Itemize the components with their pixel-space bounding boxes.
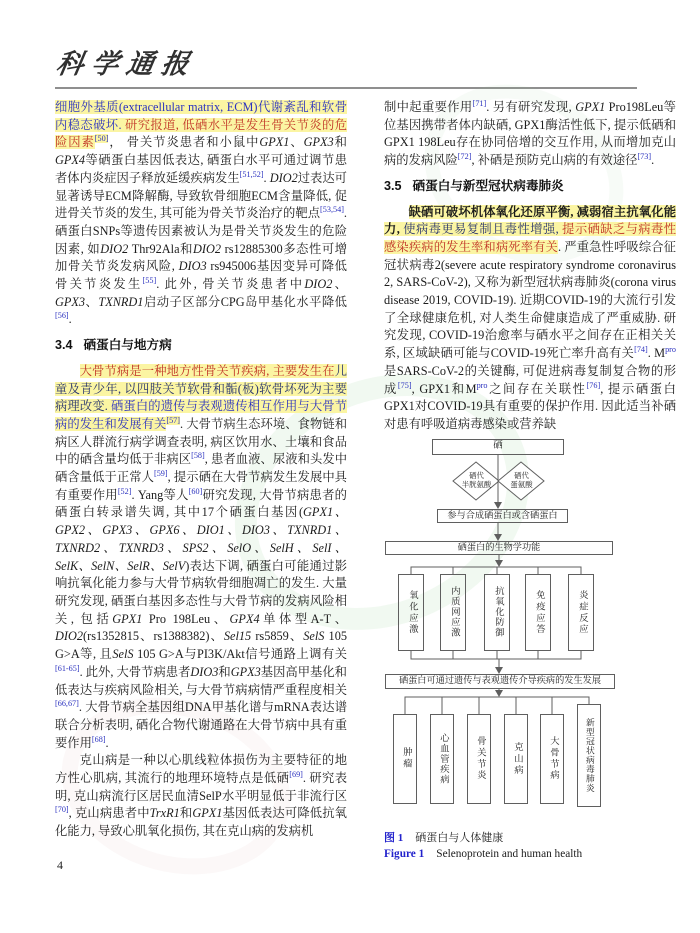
flowchart — [384, 439, 616, 811]
text-segment: Pro198Leu等位基因携带者体内缺硒, GPX1酶活性低下, 提示低硒和GPX1 198Leu存在协同倍增的交互作用, 从而增加克山病的发病风险 — [384, 100, 676, 168]
figure-number-en: Figure 1 — [384, 847, 425, 860]
section-title: 硒蛋白与地方病 — [83, 338, 172, 353]
text-segment: Thr92Ala和 — [128, 241, 193, 256]
text-segment: SelS — [112, 647, 134, 662]
text-segment: , 提示硒在大骨节病发生发展中具有重要作用 — [55, 470, 347, 502]
reference-superscript[interactable]: [52] — [117, 486, 132, 496]
node-selenium: 硒 — [432, 439, 564, 455]
text-segment: 105 G>A与PI3K/Akt信号通路上调有关 — [133, 647, 347, 662]
text-segment: . 严重急性呼吸综合征冠状病毒2(severe acute respiratory syndrome coronavirus 2, SARS-CoV-2), 又称为新型冠状病毒肺炎(corona virus disease 2019, COVID-19). 近期COVID-19的大流行引发了全球健康危机, 对人类生命健康造成了严重威胁. 研究发现, COVID-19治愈率与硒水平之间存在正相关关系, 区域缺硒可能与COVID-19死亡率升高有关 — [384, 239, 676, 361]
text-segment: 是SARS-CoV-2的关键酶, 可促进病毒复制复合物的形成 — [384, 363, 676, 396]
text-segment: GPX3 — [230, 664, 261, 679]
reference-superscript[interactable]: [75] — [397, 380, 412, 390]
figure-caption-cn — [384, 831, 676, 846]
text-segment: 、 — [289, 135, 304, 150]
text-segment: GPX3 — [55, 294, 86, 309]
text-segment: Sel15 — [223, 629, 252, 644]
section-heading-3-4 — [55, 337, 347, 355]
text-segment: DIO2 — [192, 241, 221, 256]
disease-box-keshan: 克山病 — [504, 714, 528, 804]
section-number: 3.4 — [55, 338, 73, 353]
reference-superscript[interactable]: [51,52] — [239, 169, 264, 179]
text-segment: 研究报道, 低硒水平是发生骨关节炎的危险因素 — [55, 117, 347, 150]
reference-superscript[interactable]: [76] — [586, 380, 601, 390]
text-segment: GPX1、GPX2、GPX3、GPX6、DIO1、DIO3、TXNRD1、TXNRD2、TXNRD3、SPS2、SelO、SelH、SelI、SelK、SelN、SelR、SelV — [55, 505, 347, 573]
reference-superscript[interactable]: pro — [476, 380, 488, 390]
node-biofunction: 硒蛋白的生物学功能 — [385, 541, 613, 555]
reference-superscript[interactable]: [53,54] — [320, 205, 344, 215]
text-segment: TXNRD1 — [98, 294, 144, 309]
figure-caption — [384, 831, 676, 862]
text-segment: SelS — [303, 629, 325, 644]
node-selenomethionine-line1: 硒代 — [514, 471, 529, 481]
figure-caption-cn-text: 硒蛋白与人体健康 — [415, 831, 504, 844]
figure-caption-en-text: Selenoprotein and human health — [436, 847, 583, 860]
text-segment: 105 G>A等, 且 — [55, 629, 347, 662]
text-segment: DIO2 — [100, 241, 129, 256]
text-segment: GPX4 — [55, 153, 86, 168]
text-segment: 和 — [218, 664, 231, 679]
reference-superscript[interactable]: [70] — [55, 805, 69, 815]
text-segment: GPX1 — [112, 611, 143, 626]
text-segment: 单体型A-T、 — [259, 611, 347, 626]
function-box-oxidative-stress: 氧化应激 — [398, 574, 424, 651]
function-box-immune-response: 免疫应答 — [525, 574, 551, 651]
reference-superscript[interactable]: [58] — [191, 451, 205, 461]
node-synthesis: 参与合成硒蛋白或含硒蛋白 — [437, 509, 568, 523]
text-segment: 硒蛋白的遗传与表观遗传相互作用与大骨节病的发生和发展有关 — [55, 399, 347, 431]
text-segment: Pro 198Leu、 — [142, 611, 230, 626]
text-segment: , GPX1和M — [411, 381, 477, 396]
reference-superscript[interactable]: [66,67] — [55, 699, 79, 709]
reference-superscript[interactable]: pro — [665, 345, 676, 355]
reference-superscript[interactable]: [72] — [457, 152, 472, 162]
text-segment: ， 骨关节炎患者和小鼠中 — [108, 135, 260, 150]
text-segment: . 研究表明, 克山病流行区居民血清SelP水平明显低于非流行区 — [55, 771, 347, 803]
text-segment: GPX1 — [192, 806, 223, 821]
text-segment: DIO3 — [190, 664, 219, 679]
text-segment: DIO2 — [55, 629, 84, 644]
text-segment: . — [68, 312, 72, 327]
paragraph-osteoarthritis — [55, 99, 347, 329]
reference-superscript[interactable]: [57] — [166, 415, 180, 425]
text-segment: 和 — [179, 806, 193, 821]
text-segment: . 大骨节病生态环境、食物链和病区人群流行病学调查表明, 病区饮用水、土壤和食品中的硒含量均低于非病区 — [55, 416, 347, 467]
text-segment: (rs1352815、rs1388382)、 — [83, 629, 224, 644]
text-segment: rs5859、 — [251, 629, 304, 644]
node-mediate: 硒蛋白可通过遗传与表观遗传介导疾病的发生发展 — [385, 674, 615, 689]
reference-superscript[interactable]: [68] — [91, 734, 106, 744]
text-segment: , 患者血液、尿液和头发中硒含量低于正常人 — [55, 452, 347, 485]
text-segment: 制中起重要作用 — [384, 100, 473, 114]
text-segment: GPX1 — [575, 100, 606, 114]
text-segment: )表达下调, 硒蛋白可能通过影响抗氧化能力参与大骨节病软骨细胞凋亡的发生. 大量研究发现, 硒蛋白基因多态性与大骨节病的发病风险相关, 包括 — [55, 558, 347, 626]
right-column — [384, 99, 676, 862]
text-segment: DIO3 — [178, 259, 207, 274]
text-segment: . 此外, 骨关节炎患者中 — [156, 277, 305, 292]
text-segment: 细胞外基质(extracellular matrix, ECM)代谢紊乱和软骨内稳态破坏. — [55, 100, 347, 132]
text-segment: TrxR1 — [149, 806, 180, 821]
text-segment: 提示硒缺乏与病毒性感染疾病的发生率和病死率有关 — [384, 222, 676, 254]
text-segment: GPX1 — [259, 135, 290, 150]
function-box-antioxidant-defense: 抗氧化防御 — [484, 574, 510, 651]
journal-logo: 科学通报 — [53, 49, 200, 80]
reference-superscript[interactable]: [56] — [55, 311, 69, 321]
disease-box-tumor: 肿瘤 — [393, 714, 417, 804]
paragraph-keshan-continued — [384, 99, 676, 170]
function-box-inflammation: 炎症反应 — [568, 574, 594, 651]
reference-superscript[interactable]: [74] — [634, 345, 648, 355]
reference-superscript[interactable]: [73] — [637, 152, 652, 162]
text-segment: 缺硒可破坏机体氧化还原平衡, 减弱宿主抗氧化能力, — [384, 204, 676, 237]
reference-superscript[interactable]: [50] — [94, 134, 109, 144]
node-selenomethionine — [498, 464, 545, 498]
figure-caption-en — [384, 846, 676, 862]
paragraph-keshan — [55, 752, 347, 841]
text-segment: rs945006基因变异可降低骨关节炎发生 — [55, 259, 347, 292]
text-segment: 、 — [332, 277, 347, 292]
text-segment: . 此外, 大骨节病患者 — [79, 664, 191, 679]
reference-superscript[interactable]: [71] — [472, 98, 487, 108]
disease-box-covid: 新型冠状病毒肺炎 — [577, 704, 601, 807]
text-segment: 之间存在关联性 — [487, 381, 587, 396]
reference-superscript[interactable]: [59] — [153, 468, 168, 478]
text-segment: , 克山病患者中 — [68, 806, 150, 821]
text-segment: . — [263, 170, 270, 185]
text-segment: 过表达可显著诱导ECM降解酶, 导致软骨细胞ECM含量降低, 促进骨关节炎的发生, 其可能为骨关节炎治疗的靶点 — [55, 170, 347, 221]
text-segment: DIO2 — [269, 170, 298, 185]
text-segment: . 大骨节病全基因组DNA甲基化谱与mRNA表达谱联合分析表明, 硒化合物代谢通路在大骨节病中具有重要作用 — [55, 700, 347, 750]
disease-box-kashin-beck: 大骨节病 — [540, 714, 564, 804]
text-segment: 大骨节病是一种地方性骨关节疾病, 主要发生在 — [79, 363, 335, 378]
reference-superscript[interactable]: [61-65] — [55, 663, 80, 673]
section-number: 3.5 — [384, 178, 402, 193]
text-segment: 等硒蛋白基因低表达, 硒蛋白水平可通过调节患者体内炎症因子释放延缓疾病发生 — [55, 153, 347, 185]
text-segment: 启动子区部分CPG岛甲基化水平降低 — [143, 294, 347, 309]
text-segment: 使病毒更易复制且毒性增强, — [403, 222, 563, 237]
node-selenocysteine-line1: 硒代 — [469, 471, 484, 481]
text-segment: 、 — [85, 294, 99, 309]
text-segment: 研究发现, 大骨节病患者的硒蛋白转录谱失调, 其中17个硒蛋白基因( — [55, 487, 347, 520]
text-segment: GPX4 — [229, 611, 260, 626]
paragraph-kashin-beck — [55, 363, 347, 752]
text-segment: 儿童及青少年, 以四肢关节软骨和骺(板)软骨坏死为主要病理改变. — [55, 363, 347, 414]
reference-superscript[interactable]: [69] — [289, 769, 303, 779]
text-segment: , 补硒是预防克山病的有效途径 — [471, 153, 638, 168]
node-selenocysteine — [453, 464, 500, 498]
disease-box-osteoarthritis: 骨关节炎 — [467, 714, 491, 804]
text-segment: . 硒蛋白SNPs等遗传因素被认为是骨关节炎发生的危险因素, 如 — [55, 206, 347, 256]
text-segment: . — [105, 735, 109, 750]
text-segment: rs12885300多态性可增加骨关节炎发病风险, — [55, 241, 347, 274]
text-segment: 基因低表达可降低抗氧化能力, 导致心肌氧化损伤, 其在克山病的发病机 — [55, 806, 347, 839]
section-heading-3-5 — [384, 178, 676, 196]
text-segment: . — [651, 153, 655, 168]
node-selenomethionine-line2: 蛋氨酸 — [510, 479, 533, 489]
text-segment: . Yang等人 — [131, 487, 189, 502]
text-segment: GPX3 — [303, 135, 334, 150]
disease-box-cardiovascular: 心血管疾病 — [430, 714, 454, 804]
text-segment: . 另有研究发现, — [486, 100, 576, 114]
text-segment: DIO2 — [304, 277, 333, 292]
figure-1 — [384, 439, 676, 862]
text-segment: 克山病是一种以心肌线粒体损伤为主要特征的地方性心肌病, 其流行的地理环境特点是低硒 — [55, 753, 347, 786]
text-segment: 和 — [333, 135, 347, 150]
paragraph-covid — [384, 204, 676, 434]
section-title: 硒蛋白与新型冠状病毒肺炎 — [412, 178, 564, 193]
left-column — [55, 99, 347, 841]
page-number: 4 — [57, 858, 63, 872]
figure-number-cn: 图 1 — [384, 831, 404, 844]
text-segment: 基因高甲基化和低表达与疾病风险相关, 与大骨节病病情严重程度相关 — [55, 664, 347, 697]
reference-superscript[interactable]: [55] — [142, 275, 157, 285]
text-segment: , 提示硒蛋白GPX1对COVID-19具有重要的保护作用. 因此适当补硒对患有呼吸道病毒感染或营养缺 — [384, 381, 676, 431]
header-rule — [55, 87, 637, 89]
node-selenocysteine-line2: 半胱氨酸 — [461, 479, 492, 489]
function-box-er-stress: 内质网应激 — [440, 574, 466, 651]
text-segment: . M — [647, 346, 666, 361]
reference-superscript[interactable]: [60] — [188, 486, 203, 496]
